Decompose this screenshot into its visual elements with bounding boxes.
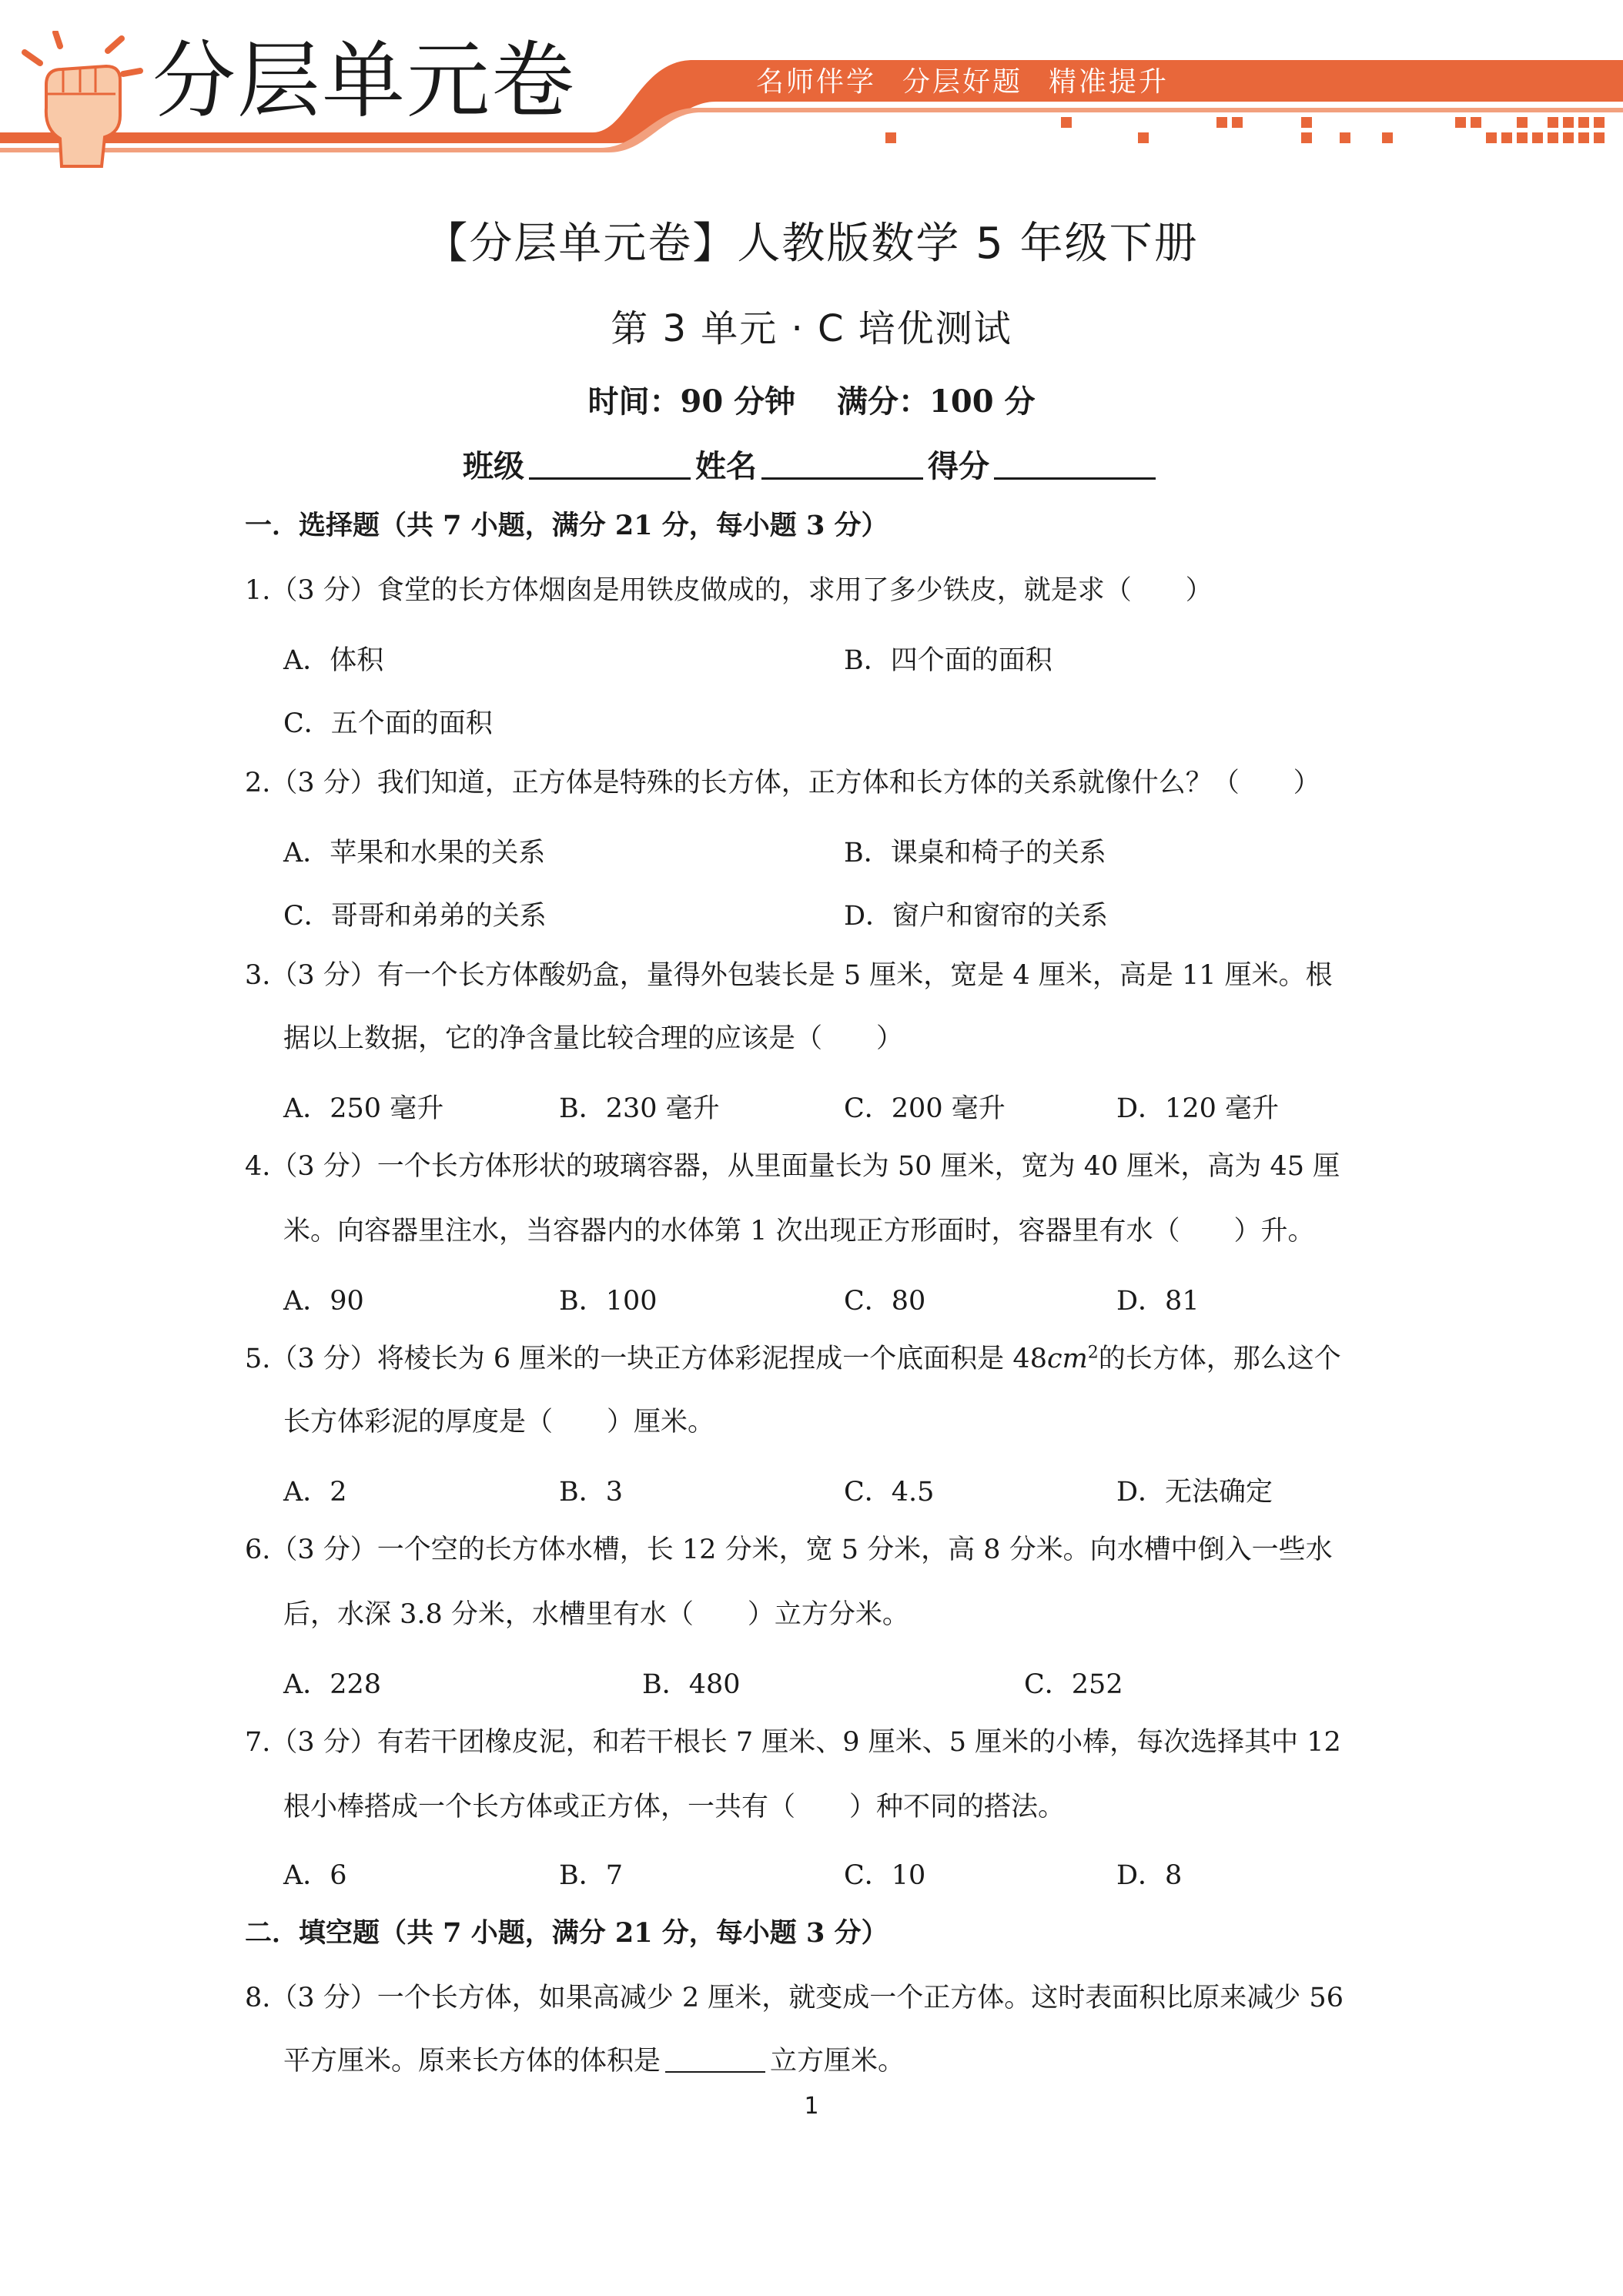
section-1-heading: 一．选择题（共 7 小题，满分 21 分，每小题 3 分） (245, 510, 888, 541)
question-7-stem-line1: 7.（3 分）有若干团橡皮泥，和若干根长 7 厘米、9 厘米、5 厘米的小棒，每次选择其中 12 (245, 1727, 1341, 1758)
slogan-3: 精准提升 (1049, 66, 1170, 98)
slogan-1: 名师伴学 (756, 66, 877, 98)
q5-option-d: D．无法确定 (1116, 1477, 1273, 1508)
exam-time: 时间：90 分钟 (587, 383, 796, 420)
raised-fist-icon (15, 31, 146, 169)
q7-option-b: B．7 (559, 1860, 623, 1891)
q1-option-a: A．体积 (283, 645, 384, 676)
question-8-stem-line2 (283, 2045, 905, 2077)
question-4-stem-line2: 米。向容器里注水，当容器内的水体第 1 次出现正方形面时，容器里有水（ ）升。 (283, 1216, 1315, 1247)
name-blank (761, 447, 923, 480)
q4-option-c: C．80 (844, 1286, 926, 1317)
q7-option-c: C．10 (844, 1860, 926, 1891)
q5-option-a: A．2 (283, 1477, 347, 1508)
class-label: 班级 (463, 448, 524, 484)
q5-stem-post: 的长方体，那么这个 (1098, 1344, 1341, 1374)
q3-option-a: A．250 毫升 (283, 1093, 444, 1124)
q5-unit: cm (1046, 1344, 1088, 1374)
exam-meta (0, 377, 1623, 421)
question-1-stem: 1.（3 分）食堂的长方体烟囱是用铁皮做成的，求用了多少铁皮，就是求（ ） (245, 575, 1213, 606)
name-label: 姓名 (695, 448, 757, 484)
exam-full-score: 满分：100 分 (837, 383, 1036, 420)
q8-answer-blank (665, 2045, 765, 2073)
q5-option-b: B．3 (559, 1477, 623, 1508)
q4-option-b: B．100 (559, 1286, 658, 1317)
q3-option-b: B．230 毫升 (559, 1093, 720, 1124)
q4-option-d: D．81 (1116, 1286, 1200, 1317)
q6-option-a: A．228 (283, 1669, 382, 1700)
q2-option-d: D．窗户和窗帘的关系 (844, 901, 1109, 932)
q5-option-c: C．4.5 (844, 1477, 935, 1508)
q6-option-c: C．252 (1024, 1669, 1123, 1700)
document-title: 【分层单元卷】人教版数学 5 年级下册 (424, 219, 1199, 269)
q6-option-b: B．480 (642, 1669, 741, 1700)
slogan-2: 分层好题 (902, 66, 1023, 98)
question-6-stem-line1: 6.（3 分）一个空的长方体水槽，长 12 分米，宽 5 分米，高 8 分米。向水槽中倒入一些水 (245, 1535, 1333, 1565)
document-subtitle: 第 3 单元 · C 培优测试 (611, 307, 1012, 350)
question-7-stem-line2: 根小棒搭成一个长方体或正方体，一共有（ ）种不同的搭法。 (283, 1792, 1066, 1822)
q1-option-b: B．四个面的面积 (844, 645, 1052, 676)
q3-option-c: C．200 毫升 (844, 1093, 1006, 1124)
question-4-stem-line1: 4.（3 分）一个长方体形状的玻璃容器，从里面量长为 50 厘米，宽为 40 厘米，高为 45 厘 (245, 1151, 1340, 1182)
header-banner (0, 0, 1623, 169)
section-2-heading: 二．填空题（共 7 小题，满分 21 分，每小题 3 分） (245, 1917, 888, 1949)
q2-option-b: B．课桌和椅子的关系 (844, 838, 1106, 869)
score-blank (994, 447, 1156, 480)
question-3-stem-line2: 据以上数据，它的净含量比较合理的应该是（ ） (283, 1023, 904, 1054)
page-number: 1 (804, 2093, 819, 2120)
header-slogans (756, 60, 1195, 99)
q4-option-a: A．90 (283, 1286, 364, 1317)
question-5-stem-line1 (245, 1343, 1341, 1375)
q7-option-a: A．6 (283, 1860, 347, 1891)
q8-stem-pre: 平方厘米。原来长方体的体积是 (283, 2046, 661, 2077)
q2-option-c: C．哥哥和弟弟的关系 (283, 901, 547, 932)
q7-option-d: D．8 (1116, 1860, 1183, 1891)
brand-logo-text: 分层单元卷 (152, 33, 577, 129)
question-8-stem-line1: 8.（3 分）一个长方体，如果高减少 2 厘米，就变成一个正方体。这时表面积比原来减少 56 (245, 1983, 1344, 2013)
q2-option-a: A．苹果和水果的关系 (283, 838, 546, 869)
class-blank (529, 447, 691, 480)
question-2-stem: 2.（3 分）我们知道，正方体是特殊的长方体，正方体和长方体的关系就像什么？（ ） (245, 768, 1320, 798)
question-5-stem-line2: 长方体彩泥的厚度是（ ）厘米。 (283, 1407, 715, 1438)
q8-stem-post: 立方厘米。 (770, 2046, 905, 2077)
q3-option-d: D．120 毫升 (1116, 1093, 1279, 1124)
score-label: 得分 (928, 448, 989, 484)
question-6-stem-line2: 后，水深 3.8 分米，水槽里有水（ ）立方分米。 (283, 1599, 909, 1630)
q1-option-c: C．五个面的面积 (283, 708, 493, 739)
question-3-stem-line1: 3.（3 分）有一个长方体酸奶盒，量得外包装长是 5 厘米，宽是 4 厘米，高是 11 厘米。根 (245, 960, 1333, 991)
q5-exponent: 2 (1087, 1343, 1099, 1363)
q5-stem-pre: 5.（3 分）将棱长为 6 厘米的一块正方体彩泥捏成一个底面积是 48 (245, 1344, 1047, 1374)
student-info-line (0, 442, 1623, 486)
